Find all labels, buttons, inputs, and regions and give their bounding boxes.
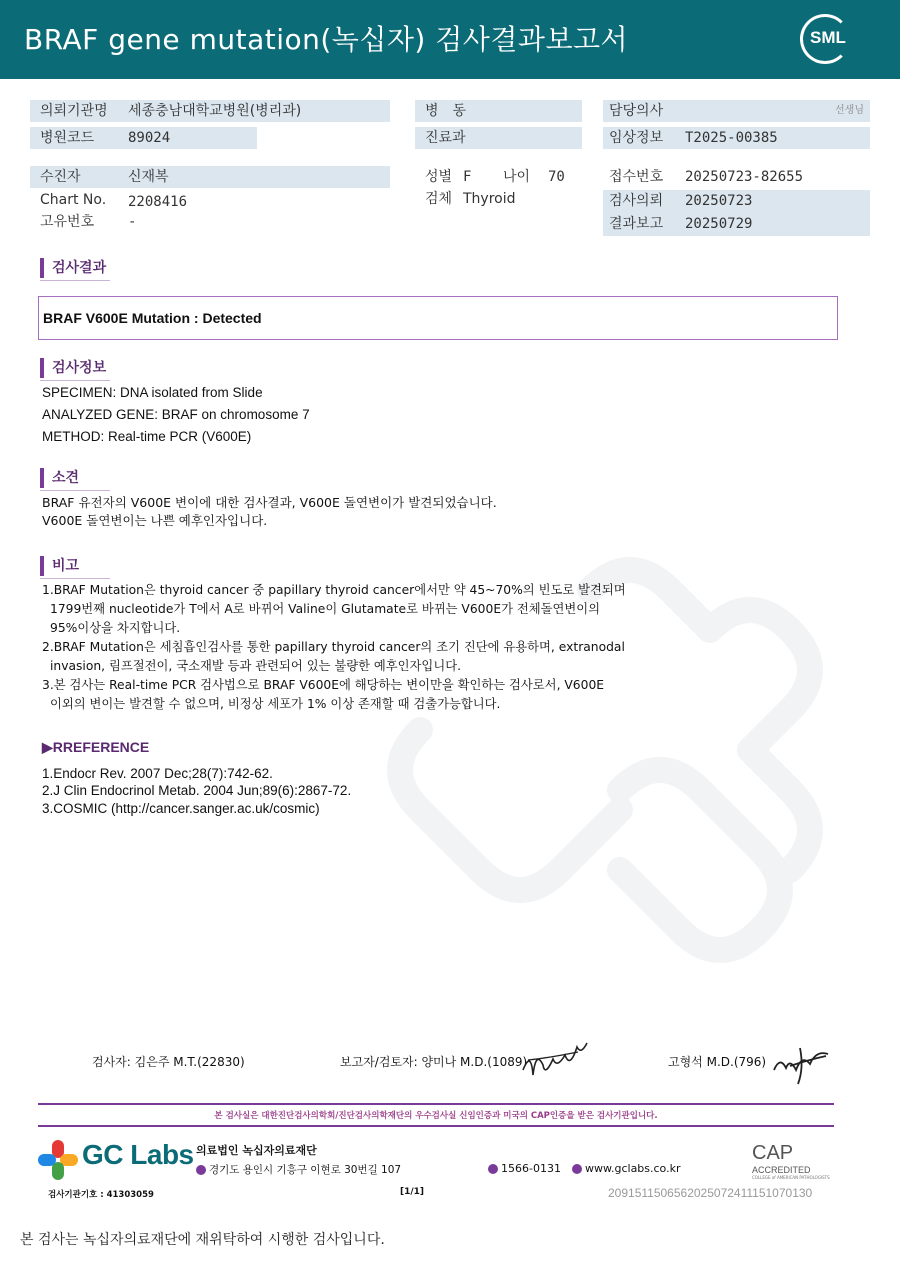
ward-label: 병 동	[425, 103, 467, 119]
cap-accredited-logo	[752, 1142, 830, 1180]
department-row	[415, 127, 582, 149]
reference-line: 1.Endocr Rev. 2007 Dec;28(7):742-62.	[42, 766, 273, 781]
home-icon	[572, 1164, 582, 1174]
reviewer-handwritten-signature	[520, 1040, 590, 1085]
institution-row	[30, 100, 390, 122]
chart-row	[30, 189, 390, 211]
patient-label: 수진자	[40, 169, 81, 185]
phone-text: 1566-0131	[501, 1162, 561, 1175]
doctor-row	[603, 100, 870, 122]
remarks-line: 95%이상을 차지합니다.	[50, 621, 181, 635]
remarks-line: invasion, 림프절전이, 국소재발 등과 관련되어 있는 불량한 예후인자입니다.	[50, 659, 461, 673]
sml-logo-text: SML	[810, 28, 846, 47]
footer-rule-bottom	[38, 1125, 834, 1127]
chart-label: Chart No.	[40, 192, 107, 208]
doctor-label: 담당의사	[609, 103, 664, 119]
age-label: 나이	[503, 169, 531, 185]
request-value: 20250723	[685, 193, 753, 209]
reference-line: 2.J Clin Endocrinol Metab. 2004 Jun;89(6):2867-72.	[42, 783, 352, 798]
unique-row	[30, 211, 390, 233]
opinion-line: BRAF 유전자의 V600E 변이에 대한 검사결과, V600E 돌연변이가 발견되었습니다.	[42, 495, 497, 510]
result-box	[38, 296, 838, 340]
phone-icon	[488, 1164, 498, 1174]
page-number: [1/1]	[400, 1187, 425, 1197]
opinion-section-title: 소견	[40, 468, 79, 488]
specimen-value: Thyroid	[463, 191, 516, 207]
hospital-code-label: 병원코드	[40, 130, 95, 146]
remarks-line: 1799번째 nucleotide가 T에서 A로 바뀌어 Valine이 Glutamate로 바뀌는 V600E가 전체돌연변이의	[50, 602, 601, 616]
ward-row	[415, 100, 582, 122]
unique-value: -	[128, 214, 137, 230]
organization-name: 의료법인 녹십자의료재단	[196, 1144, 317, 1157]
cap-logo-text: CAP	[752, 1142, 794, 1164]
location-pin-icon	[196, 1165, 206, 1175]
reference-title: ▶RREFERENCE	[42, 739, 150, 755]
examiner-signature: 검사자: 김은주 M.T.(22830)	[92, 1055, 245, 1069]
result-section-title: 검사결과	[40, 258, 106, 278]
specimen-row	[415, 188, 595, 210]
website-text: www.gclabs.co.kr	[585, 1162, 681, 1175]
sex-age-row	[415, 166, 595, 188]
footer-rule-top	[38, 1103, 834, 1105]
remarks-line: 3.본 검사는 Real-time PCR 검사법으로 BRAF V600E에 해당하는 변이만을 확인하는 검사로서, V600E	[42, 678, 605, 692]
institution-value: 세종충남대학교병원(병리과)	[128, 103, 302, 119]
department-label: 진료과	[425, 130, 466, 146]
reference-line: 3.COSMIC (http://cancer.sanger.ac.uk/cosmic)	[42, 801, 320, 816]
info-section-title: 검사정보	[40, 358, 106, 378]
request-label: 검사의뢰	[609, 193, 664, 209]
institution-code: 검사기관기호 : 41303059	[48, 1190, 154, 1200]
sml-logo	[800, 14, 850, 64]
report-title: BRAF gene mutation(녹십자) 검사결과보고서	[24, 23, 629, 56]
remarks-line: 이외의 변이는 발견할 수 없으며, 비정상 세포가 1% 이상 존재할 때 검출가능합니다.	[50, 697, 501, 711]
cap-accredited-text: ACCREDITED	[752, 1165, 811, 1175]
institution-label: 의뢰기관명	[40, 103, 108, 119]
address	[196, 1162, 401, 1177]
bottom-note: 본 검사는 녹십자의료재단에 재위탁하여 시행한 검사입니다.	[20, 1232, 385, 1248]
report-value: 20250729	[685, 216, 753, 232]
opinion-line: V600E 돌연변이는 나쁜 예후인자입니다.	[42, 513, 268, 528]
report-header	[0, 0, 900, 79]
hospital-code-row	[30, 127, 257, 149]
remarks-line: 1.BRAF Mutation은 thyroid cancer 중 papillary thyroid cancer에서만 약 45~70%의 빈도로 발견되며	[42, 583, 626, 597]
receipt-label: 접수번호	[609, 169, 664, 185]
receipt-row	[603, 166, 870, 188]
gc-cross-icon	[38, 1140, 78, 1180]
report-label: 결과보고	[609, 216, 664, 232]
result-text: BRAF V600E Mutation : Detected	[43, 310, 262, 326]
remarks-section-title: 비고	[40, 556, 79, 576]
unique-label: 고유번호	[40, 214, 95, 230]
address-text: 경기도 용인시 기흥구 이현로 30번길 107	[209, 1164, 402, 1176]
cap-subtext: COLLEGE of AMERICAN PATHOLOGISTS	[752, 1175, 830, 1180]
hospital-code-value: 89024	[128, 130, 171, 146]
doctor-unit: 선생님	[835, 105, 864, 116]
sex-value: F	[463, 169, 472, 185]
certification-note: 본 검사실은 대한진단검사의학회/진단검사의학재단의 우수검사실 신임인증과 미국의 CAP인증을 받은 검사기관입니다.	[214, 1111, 658, 1121]
receipt-value: 20250723-82655	[685, 169, 804, 185]
phone	[488, 1162, 561, 1175]
third-handwritten-signature	[770, 1042, 832, 1087]
info-line: ANALYZED GENE: BRAF on chromosome 7	[42, 407, 310, 422]
info-line: METHOD: Real-time PCR (V600E)	[42, 429, 252, 444]
website	[572, 1162, 681, 1175]
clinical-label: 임상정보	[609, 130, 664, 146]
barcode-number: 2091511506562025072411151070130	[608, 1186, 813, 1200]
patient-row	[30, 166, 390, 188]
third-signature: 고형석 M.D.(796)	[668, 1055, 767, 1069]
reviewer-signature: 보고자/검토자: 양미나 M.D.(1089)	[340, 1055, 528, 1069]
sex-label: 성별	[425, 169, 453, 185]
info-line: SPECIMEN: DNA isolated from Slide	[42, 385, 263, 400]
remarks-line: 2.BRAF Mutation은 세침흡인검사를 통한 papillary thyroid cancer의 조기 진단에 유용하며, extranodal	[42, 640, 625, 654]
age-value: 70	[548, 169, 565, 185]
request-report-box	[603, 190, 870, 236]
patient-value: 신재복	[128, 169, 169, 185]
clinical-value: T2025-00385	[685, 130, 778, 146]
specimen-label: 검체	[425, 191, 453, 207]
clinical-row	[603, 127, 870, 149]
chart-value: 2208416	[128, 194, 188, 210]
gc-labs-logo: GC Labs	[82, 1139, 194, 1170]
